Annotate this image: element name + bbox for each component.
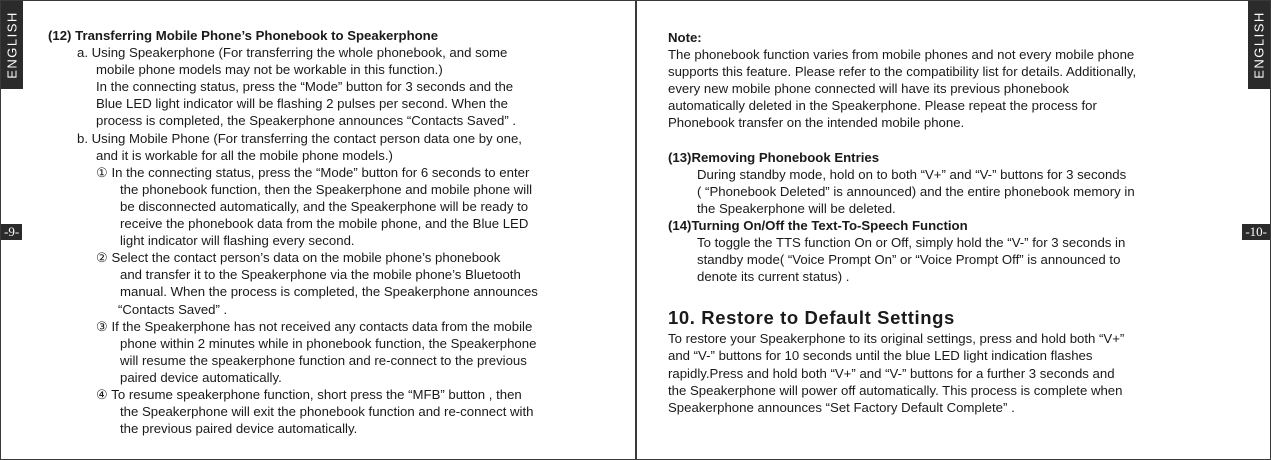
step-line: ① In the connecting status, press the “Mode” button for 6 seconds to enter	[96, 164, 530, 180]
step-line: light indicator will flashing every second.	[120, 233, 355, 249]
paragraph-line: To restore your Speakerphone to its original settings, press and hold both “V+”	[668, 331, 1125, 347]
page-number: -9-	[1, 224, 22, 240]
step-line: phone within 2 minutes while in phonebook function, the Speakerphone	[120, 335, 537, 351]
left-page-content	[48, 27, 618, 437]
paragraph-line: In the connecting status, press the “Mode” button for 3 seconds and the	[96, 79, 514, 95]
step-line: the Speakerphone will exit the phonebook function and re-connect with	[120, 404, 534, 420]
paragraph-line: a. Using Speakerphone (For transferring the whole phonebook, and some	[77, 45, 508, 61]
paragraph-line: the Speakerphone will be deleted.	[697, 200, 896, 216]
paragraph-line: supports this feature. Please refer to the compatibility list for details. Additionally,	[668, 64, 1137, 80]
paragraph-line: ( “Phonebook Deleted” is announced) and the entire phonebook memory in	[697, 183, 1135, 199]
paragraph-line: Phonebook transfer on the intended mobile phone.	[668, 115, 965, 131]
section-heading: (12) Transferring Mobile Phone’s Phonebook to Speakerphone	[48, 28, 439, 43]
step-line: ② Select the contact person’s data on the mobile phone’s phonebook	[96, 250, 501, 266]
paragraph-line: The phonebook function varies from mobile phones and not every mobile phone	[668, 47, 1135, 63]
language-tab-label: ENGLISH	[4, 11, 20, 79]
language-tab-label: ENGLISH	[1251, 11, 1267, 79]
paragraph-line: mobile phone models may not be workable in this function.)	[96, 62, 443, 78]
step-line: “Contacts Saved” .	[118, 301, 228, 317]
paragraph-line: denote its current status) .	[697, 269, 850, 285]
step-line: the phonebook function, then the Speakerphone and mobile phone will	[120, 181, 533, 197]
right-page-content	[668, 29, 1233, 416]
step-line: manual. When the process is completed, the Speakerphone announces	[120, 284, 538, 300]
paragraph-line: process is completed, the Speakerphone announces “Contacts Saved” .	[96, 113, 517, 129]
step-line: ④ To resume speakerphone function, short press the “MFB” button , then	[96, 386, 522, 402]
chapter-heading: 10. Restore to Default Settings	[668, 307, 955, 329]
paragraph-line: rapidly.Press and hold both “V+” and “V-” buttons for a further 3 seconds and	[668, 365, 1115, 381]
spacer	[668, 132, 1233, 149]
spacer	[668, 285, 1233, 302]
language-tab	[1248, 1, 1270, 89]
right-page	[636, 0, 1271, 460]
paragraph-line: every new mobile phone connected will have its previous phonebook	[668, 81, 1070, 97]
step-line: paired device automatically.	[120, 369, 282, 385]
language-tab	[1, 1, 23, 89]
paragraph-line: and “V-” buttons for 10 seconds until the blue LED light indication flashes	[668, 348, 1093, 364]
paragraph-line: b. Using Mobile Phone (For transferring the contact person data one by one,	[77, 130, 522, 146]
step-line: and transfer it to the Speakerphone via the mobile phone’s Bluetooth	[120, 267, 521, 283]
step-line: ③ If the Speakerphone has not received any contacts data from the mobile	[96, 318, 533, 334]
paragraph-line: and it is workable for all the mobile phone models.)	[96, 147, 393, 163]
step-line: will resume the speakerphone function and re-connect to the previous	[120, 352, 527, 368]
step-line: receive the phonebook data from the mobile phone, and the Blue LED	[120, 216, 529, 232]
paragraph-line: the Speakerphone will power off automatically. This process is complete when	[668, 382, 1123, 398]
paragraph-line: automatically deleted in the Speakerphone. Please repeat the process for	[668, 98, 1097, 114]
paragraph-line: During standby mode, hold on to both “V+” and “V-” buttons for 3 seconds	[697, 166, 1127, 182]
paragraph-line: Speakerphone announces “Set Factory Default Complete” .	[668, 399, 1015, 415]
section-heading: (13)Removing Phonebook Entries	[668, 149, 880, 165]
section-heading: (14)Turning On/Off the Text-To-Speech Function	[668, 217, 968, 233]
paragraph-line: standby mode( “Voice Prompt On” or “Voice Prompt Off” is announced to	[697, 252, 1121, 268]
paragraph-line: Blue LED light indicator will be flashing 2 pulses per second. When the	[96, 96, 508, 112]
paragraph-line: To toggle the TTS function On or Off, simply hold the “V-” for 3 seconds in	[697, 235, 1126, 251]
page-number: -10-	[1242, 224, 1270, 240]
note-heading: Note:	[668, 30, 702, 45]
step-line: be disconnected automatically, and the Speakerphone will be ready to	[120, 198, 529, 214]
step-line: the previous paired device automatically.	[120, 421, 358, 437]
